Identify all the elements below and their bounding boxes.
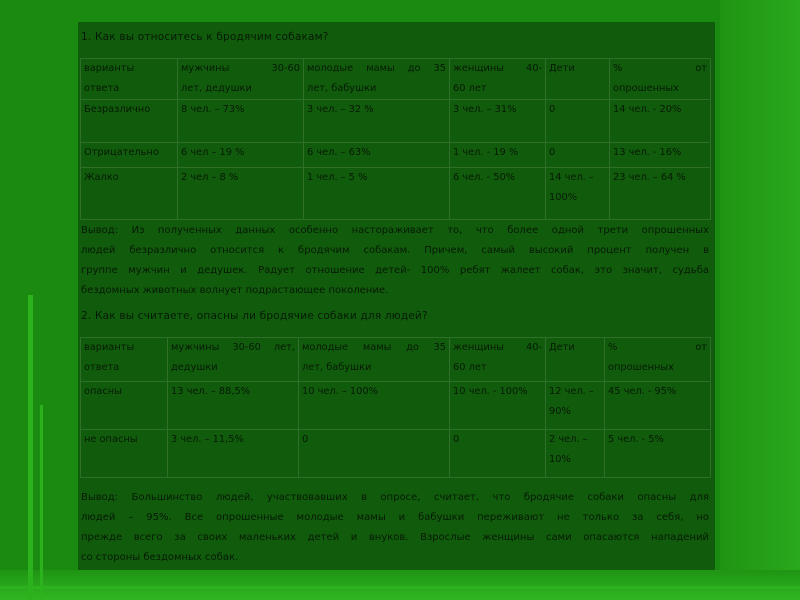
table-cell: 0 <box>299 430 450 478</box>
table-cell: Отрицательно <box>81 143 178 168</box>
table-row <box>81 100 711 143</box>
header-cell: молодые мамы до 35 лет, бабушки <box>299 338 450 382</box>
table-cell: 1 чел. - 19 % <box>450 143 546 168</box>
table-cell: 8 чел. – 73% <box>178 100 304 143</box>
conclusion-line: группе мужчин и дедушек. Радует отношение детей- 100% ребят жалеет собак, это значит, судьба <box>81 265 709 276</box>
header-cell: мужчины 30-60 лет, дедушки <box>178 59 304 100</box>
table-cell: 10 чел. – 100% <box>299 382 450 430</box>
survey-table-q2 <box>80 337 711 478</box>
question-1-title: 1. Как вы относитесь к бродячим собакам? <box>81 31 329 43</box>
header-cell: % от опрошенных <box>610 59 711 100</box>
conclusion-line: Вывод: Из полученных данных особенно настораживает то, что более одной трети опрошенных <box>81 225 709 236</box>
decorative-stripe <box>28 295 33 600</box>
header-cell: Дети <box>546 59 610 100</box>
table-cell: 1 чел. – 5 % <box>304 168 450 220</box>
table-row <box>81 168 711 220</box>
table-cell: 14 чел. - 20% <box>610 100 711 143</box>
table-cell: не опасны <box>81 430 168 478</box>
background-panel-right <box>720 0 800 600</box>
table-cell: 0 <box>546 100 610 143</box>
table-cell: 0 <box>450 430 546 478</box>
conclusion-line: Вывод: Большинство людей, участвовавших в опросе, считает, что бродячие собаки опасны для <box>81 492 709 503</box>
table-row <box>81 430 711 478</box>
conclusion-line: людей безразлично относится к бродячим собакам. Причем, самый высокий процент получен в <box>81 245 709 256</box>
table-cell: Жалко <box>81 168 178 220</box>
header-cell: мужчины 30-60 лет, дедушки <box>168 338 299 382</box>
header-cell: % от опрошенных <box>605 338 711 382</box>
table-cell: 23 чел. – 64 % <box>610 168 711 220</box>
table-cell: 2 чел – 8 % <box>178 168 304 220</box>
table-cell: 10 чел. - 100% <box>450 382 546 430</box>
conclusion-q1 <box>81 221 709 301</box>
table-cell: 13 чел. – 88,5% <box>168 382 299 430</box>
decorative-stripe <box>40 405 43 600</box>
table-cell: 13 чел. - 16% <box>610 143 711 168</box>
table-cell: 6 чел. - 50% <box>450 168 546 220</box>
header-cell: варианты ответа <box>81 59 178 100</box>
conclusion-line: со стороны бездомных собак. <box>81 552 239 563</box>
conclusion-line: бездомных животных волнует подрастающее поколение. <box>81 285 389 296</box>
header-cell: женщины 40- 60 лет <box>450 59 546 100</box>
header-cell: женщины 40- 60 лет <box>450 338 546 382</box>
table-row <box>81 143 711 168</box>
conclusion-line: прежде всего за своих маленьких детей и внуков. Взрослые женщины сами опасаются нападений <box>81 532 709 543</box>
decorative-stripe <box>0 594 800 596</box>
survey-table-q1 <box>80 58 711 220</box>
table-cell: 3 чел. – 31% <box>450 100 546 143</box>
table-cell: 12 чел. – 90% <box>546 382 605 430</box>
table-header-row <box>81 338 711 382</box>
table-cell: 3 чел. – 11,5% <box>168 430 299 478</box>
table-cell: 5 чел. - 5% <box>605 430 711 478</box>
table-cell: Безразлично <box>81 100 178 143</box>
table-row <box>81 382 711 430</box>
header-cell: молодые мамы до 35 лет, бабушки <box>304 59 450 100</box>
table-header-row <box>81 59 711 100</box>
header-cell: варианты ответа <box>81 338 168 382</box>
slide-content <box>78 22 715 570</box>
table-cell: 6 чел – 19 % <box>178 143 304 168</box>
question-2-title: 2. Как вы считаете, опасны ли бродячие собаки для людей? <box>81 310 428 322</box>
conclusion-q2 <box>81 488 709 568</box>
table-cell: 0 <box>546 143 610 168</box>
table-cell: 2 чел. – 10% <box>546 430 605 478</box>
table-cell: опасны <box>81 382 168 430</box>
table-cell: 6 чел. – 63% <box>304 143 450 168</box>
decorative-stripe <box>0 586 800 589</box>
table-cell: 14 чел. – 100% <box>546 168 610 220</box>
table-cell: 3 чел. – 32 % <box>304 100 450 143</box>
header-cell: Дети <box>546 338 605 382</box>
conclusion-line: людей – 95%. Все опрошенные молодые мамы и бабушки переживают не только за себя, но <box>81 512 709 523</box>
table-cell: 45 чел. - 95% <box>605 382 711 430</box>
